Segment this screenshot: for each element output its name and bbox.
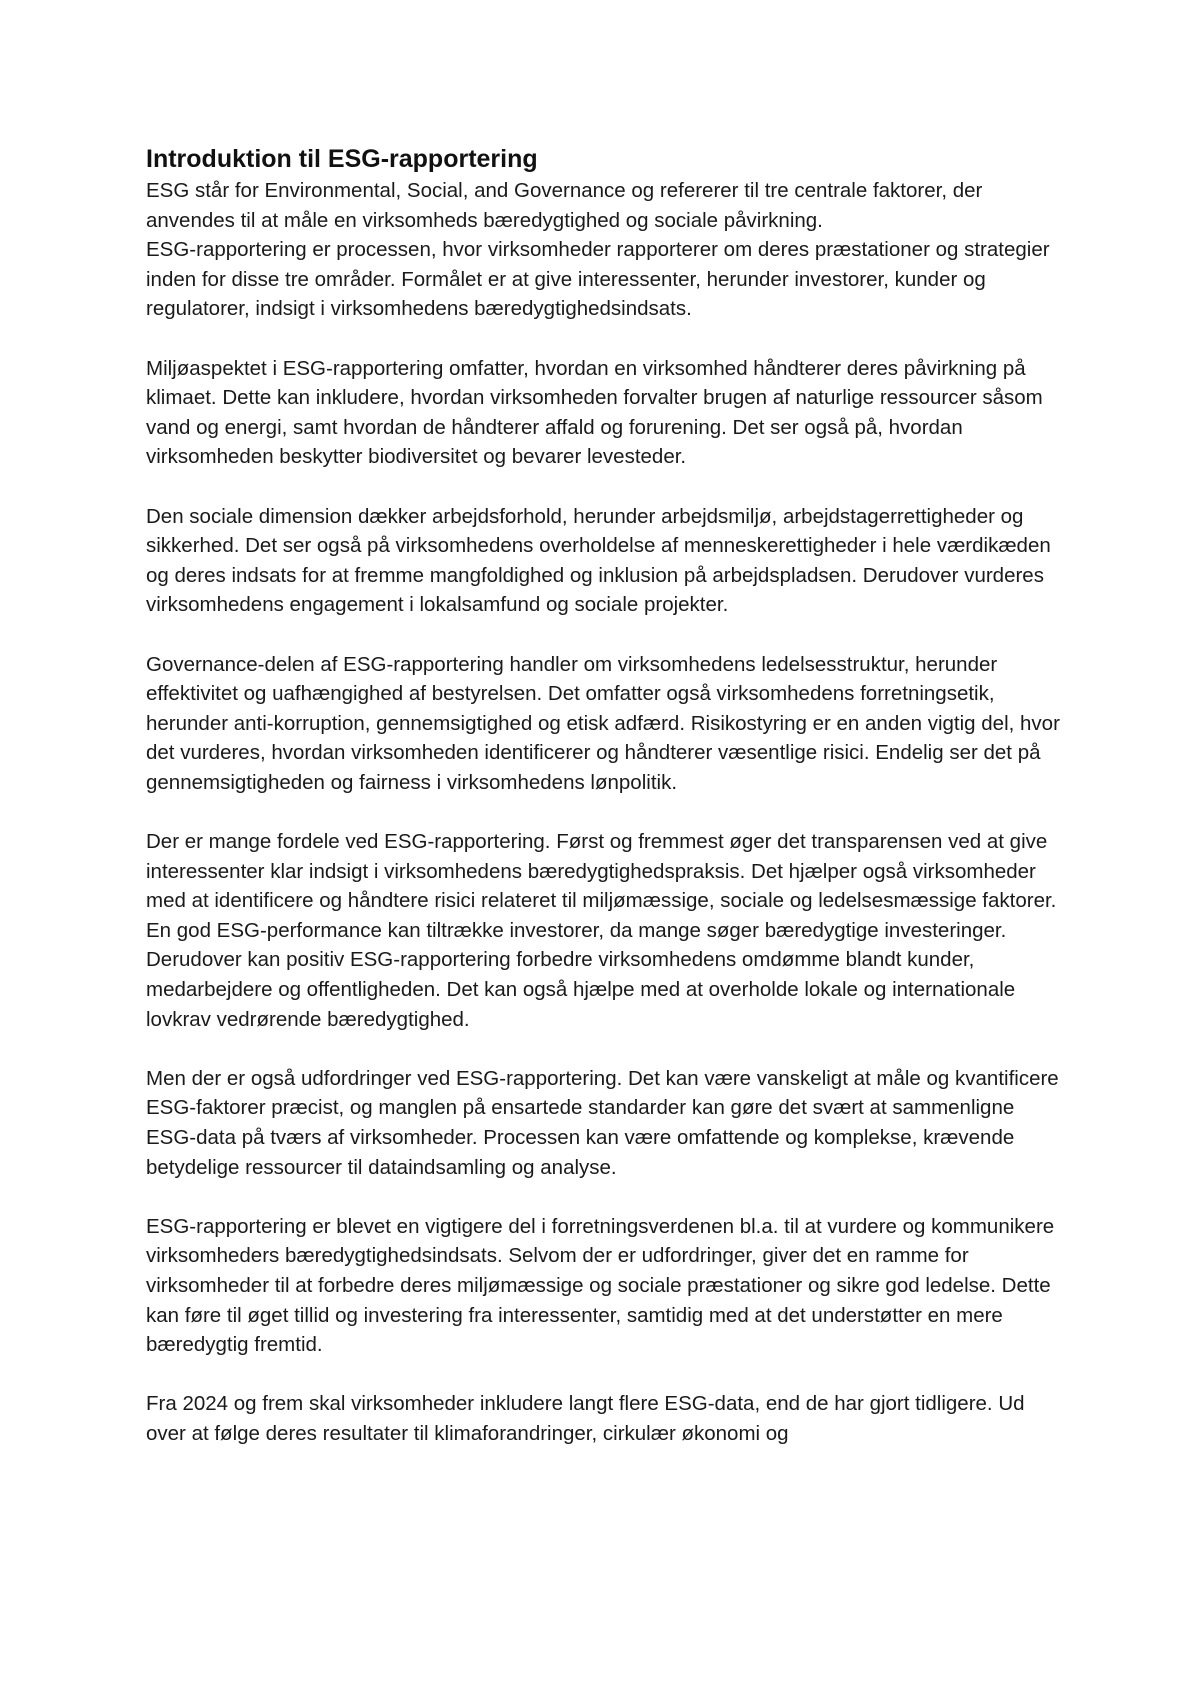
paragraph-esg-reporting-process: ESG-rapportering er processen, hvor virksomheder rapporterer om deres præstationer og strategier inden for disse tre områder. Formålet er at give interessenter, herunder investorer, kunder og regulatorer, indsigt i virksomhedens bæredygtighedsindsats. [146, 238, 1050, 321]
paragraph-from-2024: Fra 2024 og frem skal virksomheder inkludere langt flere ESG-data, end de har gjort tidligere. Ud over at følge deres resultater til klimaforandringer, cirkulær økonomi og [146, 1392, 1025, 1445]
paragraph-governance: Governance-delen af ESG-rapportering handler om virksomhedens ledelsesstruktur, herunder effektivitet og uafhængighed af bestyrelsen. Det omfatter også virksomhedens forretningsetik, herunder anti-korruption, gennemsigtighed og etisk adfærd. Risikostyring er en anden vigtig del, hvor det vurderes, hvordan virksomheden identificerer og håndterer væsentlige risici. Endelig ser det på gennemsigtigheden og fairness i virksomhedens lønpolitik. [146, 652, 1060, 794]
document-title: Introduktion til ESG-rapportering [146, 145, 538, 173]
paragraph-conclusion: ESG-rapportering er blevet en vigtigere del i forretningsverdenen bl.a. til at vurdere og kommunikere virksomheders bæredygtighedsindsats. Selvom der er udfordringer, giver det en ramme for virksomheder til at forbedre deres miljømæssige og sociale præstationer og sikre god ledelse. Dette kan føre til øget tillid og investering fra interessenter, samtidig med at det understøtter en mere bæredygtig fremtid. [146, 1214, 1055, 1357]
paragraph-challenges: Men der er også udfordringer ved ESG-rapportering. Det kan være vanskeligt at måle og kvantificere ESG-faktorer præcist, og manglen på ensartede standarder kan gøre det svært at sammenligne ESG-data på tværs af virksomheder. Processen kan være omfattende og komplekse, krævende betydelige ressourcer til dataindsamling og analyse. [146, 1066, 1059, 1179]
paragraph-social: Den sociale dimension dækker arbejdsforhold, herunder arbejdsmiljø, arbejdstagerrettigheder og sikkerhed. Det ser også på virksomhedens overholdelse af menneskerettigheder i hele værdikæden og deres indsats for at fremme mangfoldighed og inklusion på arbejdspladsen. Derudover vurderes virksomhedens engagement i lokalsamfund og sociale projekter. [146, 504, 1051, 617]
paragraph-benefits: Der er mange fordele ved ESG-rapportering. Først og fremmest øger det transparensen ved at give interessenter klar indsigt i virksomhedens bæredygtighedspraksis. Det hjælper også virksomheder med at identificere og håndtere risici relateret til miljømæssige, sociale og ledelsesmæssige faktorer. En god ESG-performance kan tiltrække investorer, da mange søger bæredygtige investeringer. Derudover kan positiv ESG-rapportering forbedre virksomhedens omdømme blandt kunder, medarbejdere og offentligheden. Det kan også hjælpe med at overholde lokale og internationale lovkrav vedrørende bæredygtighed. [146, 830, 1057, 1031]
paragraph-environment: Miljøaspektet i ESG-rapportering omfatter, hvordan en virksomhed håndterer deres påvirkning på klimaet. Dette kan inkludere, hvordan virksomheden forvalter brugen af naturlige ressourcer såsom vand og energi, samt hvordan de håndterer affald og forurening. Det ser også på, hvordan virksomheden beskytter biodiversitet og bevarer levesteder. [146, 356, 1043, 469]
paragraph-esg-definition: ESG står for Environmental, Social, and Governance og refererer til tre centrale faktorer, der anvendes til at måle en virksomheds bæredygtighed og sociale påvirkning. [146, 179, 983, 232]
document-body [146, 142, 1066, 1478]
